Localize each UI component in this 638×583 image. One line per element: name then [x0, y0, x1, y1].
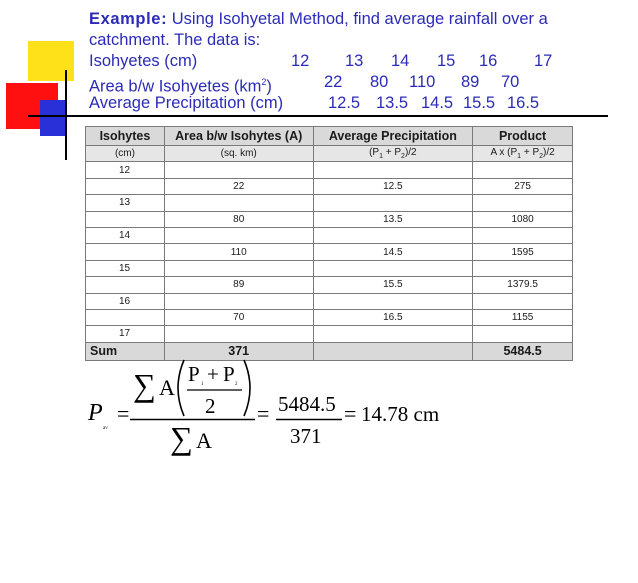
intro-line-2: catchment. The data is: — [89, 31, 261, 49]
area-value: 89 — [461, 73, 480, 91]
isohyet-cell: 15 — [86, 260, 165, 276]
product-cell: 275 — [473, 178, 573, 194]
formula-p1: P — [188, 362, 200, 386]
product-cell: 1155 — [473, 309, 573, 325]
avg-precip-value: 16.5 — [507, 94, 540, 112]
sum-area: 371 — [164, 342, 313, 360]
avg-precip-value: 15.5 — [463, 94, 496, 112]
sum-label: Sum — [86, 342, 165, 360]
product-cell: 1379.5 — [473, 277, 573, 293]
avg-cell: 14.5 — [313, 244, 473, 260]
intro-text: Using Isohyetal Method, find average rainfall over a — [167, 10, 548, 28]
product-cell: 1595 — [473, 244, 573, 260]
sigma-icon: ∑ — [133, 367, 156, 403]
unit-avg-formula: $(P_1 + P_2)/2$ — [313, 146, 473, 162]
avg-precip-value: 14.5 — [421, 94, 454, 112]
formula-a-num: A — [159, 375, 175, 400]
formula-p2: P — [223, 362, 235, 386]
area-cell: 80 — [164, 211, 313, 227]
formula-sub-2: 2 — [235, 382, 238, 387]
formula-two: 2 — [205, 394, 216, 418]
formula-plus: + — [207, 362, 219, 386]
header-avg-precip: Average Precipitation — [313, 127, 473, 146]
decor-blue-square — [40, 100, 66, 136]
table-row — [86, 309, 573, 325]
formula-equals-3: = — [344, 401, 357, 426]
table-row — [86, 211, 573, 227]
formula-sub-1: 1 — [201, 382, 204, 387]
area-value: 70 — [501, 73, 520, 91]
table-row — [86, 260, 573, 276]
formula-a-den: A — [196, 428, 212, 453]
decor-yellow-square — [28, 41, 74, 81]
isohyete-value: 13 — [345, 52, 364, 70]
formula-numerator: 5484.5 — [278, 392, 336, 416]
unit-product-formula: A x $(P_1 + P_2)/2$ — [473, 146, 573, 162]
avg-cell: 15.5 — [313, 277, 473, 293]
isohyet-cell: 13 — [86, 195, 165, 211]
area-cell: 110 — [164, 244, 313, 260]
isohyet-cell: 14 — [86, 227, 165, 243]
area-value: 80 — [370, 73, 389, 91]
avg-precip-value: 12.5 — [328, 94, 361, 112]
formula-denominator: 371 — [290, 424, 322, 448]
isohyet-cell: 17 — [86, 326, 165, 342]
avg-cell: 12.5 — [313, 178, 473, 194]
area-value: 110 — [409, 73, 436, 91]
avg-cell: 13.5 — [313, 211, 473, 227]
second-fraction-bar — [276, 418, 342, 421]
formula-equals-1: = — [117, 401, 130, 426]
isohyete-value: 15 — [437, 52, 456, 70]
unit-cm: (cm) — [86, 146, 165, 162]
table-row — [86, 178, 573, 194]
table-header-row — [86, 127, 573, 146]
header-isohytes: Isohytes — [86, 127, 165, 146]
avg-precip-label: Average Precipitation (cm) — [89, 94, 284, 112]
table-row — [86, 277, 573, 293]
sigma-icon: ∑ — [170, 420, 193, 456]
formula-equals-2: = — [257, 401, 270, 426]
area-cell: 22 — [164, 178, 313, 194]
table-units-row — [86, 146, 573, 162]
paren-left — [178, 360, 184, 416]
isohyete-value: 14 — [391, 52, 410, 70]
example-label: Example: — [89, 10, 168, 28]
area-cell: 89 — [164, 277, 313, 293]
unit-sq-km: (sq. km) — [164, 146, 313, 162]
table-row — [86, 244, 573, 260]
formula-result: 14.78 cm — [361, 402, 440, 426]
header-area: Area b/w Isohytes (A) — [164, 127, 313, 146]
isohyete-value: 16 — [479, 52, 498, 70]
avg-precip-value: 13.5 — [376, 94, 409, 112]
area-cell: 70 — [164, 309, 313, 325]
formula-lhs-p: P — [88, 400, 103, 426]
table-row — [86, 162, 573, 178]
header-product: Product — [473, 127, 573, 146]
table-row — [86, 293, 573, 309]
isohyetal-table — [85, 126, 573, 361]
isohyete-value: 17 — [534, 52, 553, 70]
paren-right — [244, 360, 250, 416]
table-row — [86, 326, 573, 342]
formula-lhs-subscript: av — [103, 426, 108, 431]
product-cell: 1080 — [473, 211, 573, 227]
area-label: Area b/w Isohyetes $(km^2)$ — [89, 77, 272, 96]
table-row — [86, 227, 573, 243]
sum-product: 5484.5 — [473, 342, 573, 360]
avg-cell: 16.5 — [313, 309, 473, 325]
table-row — [86, 195, 573, 211]
decor-horizontal-line — [28, 115, 608, 117]
sum-row — [86, 342, 573, 360]
area-value: 22 — [324, 73, 343, 91]
isohyet-cell: 16 — [86, 293, 165, 309]
isohyet-cell: 12 — [86, 162, 165, 178]
isohyete-value: 12 — [291, 52, 310, 70]
isohyetes-label: Isohyetes (cm) — [89, 52, 198, 70]
